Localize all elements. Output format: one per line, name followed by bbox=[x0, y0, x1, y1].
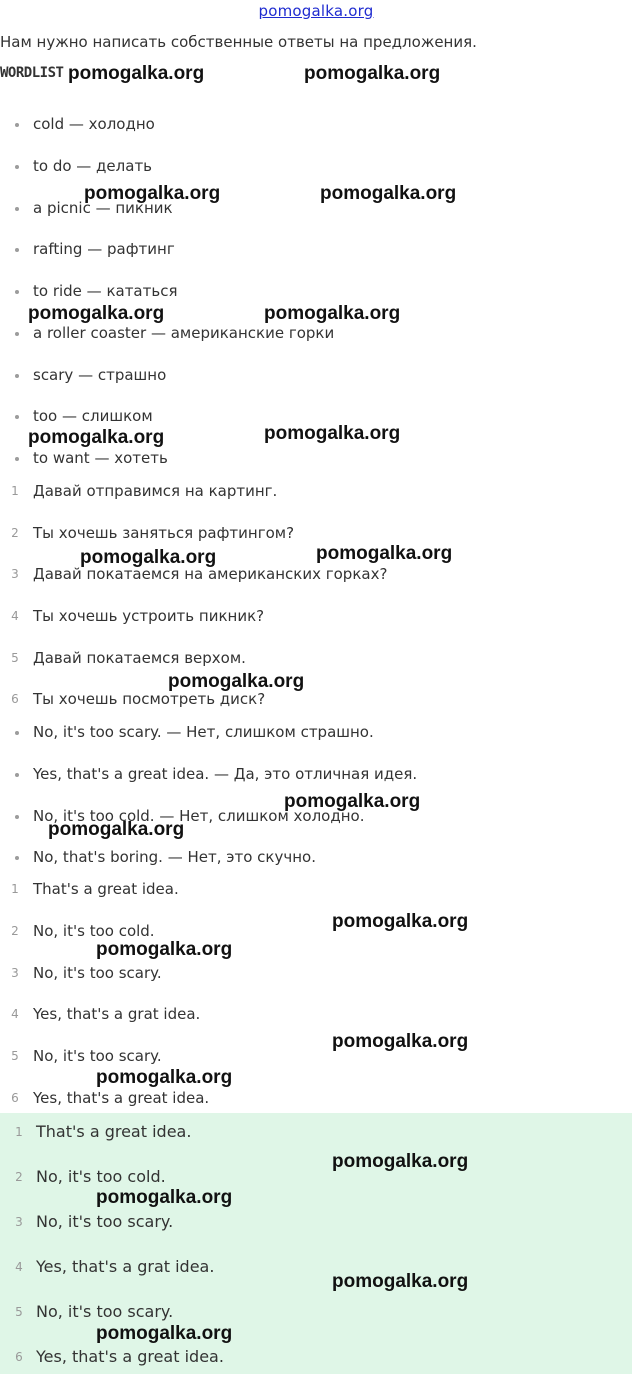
watermark: pomogalka.org bbox=[80, 547, 217, 568]
bullet-icon bbox=[15, 815, 19, 819]
watermark: pomogalka.org bbox=[96, 1323, 233, 1344]
watermark: pomogalka.org bbox=[96, 939, 233, 960]
item-number: 5 bbox=[11, 1049, 19, 1063]
item-number: 1 bbox=[15, 1125, 23, 1139]
watermark: pomogalka.org bbox=[304, 63, 441, 84]
watermark: pomogalka.org bbox=[168, 671, 305, 692]
bullet-icon bbox=[15, 773, 19, 777]
watermark: pomogalka.org bbox=[28, 427, 165, 448]
bullet-icon bbox=[15, 332, 19, 336]
item-number: 4 bbox=[11, 609, 19, 623]
bullet-icon bbox=[15, 290, 19, 294]
watermark: pomogalka.org bbox=[84, 183, 221, 204]
watermark: pomogalka.org bbox=[28, 303, 165, 324]
watermark: pomogalka.org bbox=[332, 1151, 469, 1172]
bullet-icon bbox=[15, 207, 19, 211]
bullet-icon bbox=[15, 856, 19, 860]
item-number: 2 bbox=[11, 924, 19, 938]
intro-text: Нам нужно написать собственные ответы на предложения. bbox=[0, 33, 477, 51]
watermark: pomogalka.org bbox=[332, 1031, 469, 1052]
site-link[interactable]: pomogalka.org bbox=[258, 2, 374, 20]
wordlist-heading: WORDLIST bbox=[0, 65, 64, 81]
bullet-icon bbox=[15, 457, 19, 461]
bullet-icon bbox=[15, 731, 19, 735]
item-number: 4 bbox=[11, 1007, 19, 1021]
final-answer-box: 1 That's a great idea. 2 No, it's too cold. 3 No, it's too scary. 4 Yes, that's a grat idea. 5 No, it's too scary. 6 Yes, that's a great idea. bbox=[0, 1113, 632, 1374]
item-number: 6 bbox=[11, 692, 19, 706]
watermark: pomogalka.org bbox=[264, 303, 401, 324]
item-number: 3 bbox=[11, 966, 19, 980]
item-number: 2 bbox=[15, 1170, 23, 1184]
watermark: pomogalka.org bbox=[316, 543, 453, 564]
bullet-icon bbox=[15, 165, 19, 169]
item-number: 6 bbox=[15, 1350, 23, 1364]
bullet-icon bbox=[15, 248, 19, 252]
item-number: 3 bbox=[15, 1215, 23, 1229]
watermark: pomogalka.org bbox=[332, 911, 469, 932]
item-number: 6 bbox=[11, 1091, 19, 1105]
item-number: 1 bbox=[11, 882, 19, 896]
watermark: pomogalka.org bbox=[264, 423, 401, 444]
watermark: pomogalka.org bbox=[320, 183, 457, 204]
item-number: 5 bbox=[15, 1305, 23, 1319]
item-number: 1 bbox=[11, 484, 19, 498]
bullet-icon bbox=[15, 374, 19, 378]
item-number: 5 bbox=[11, 651, 19, 665]
bullet-icon bbox=[15, 415, 19, 419]
watermark: pomogalka.org bbox=[96, 1187, 233, 1208]
item-number: 3 bbox=[11, 567, 19, 581]
watermark: pomogalka.org bbox=[284, 791, 421, 812]
item-number: 2 bbox=[11, 526, 19, 540]
bullet-icon bbox=[15, 123, 19, 127]
watermark: pomogalka.org bbox=[48, 819, 185, 840]
watermark: pomogalka.org bbox=[96, 1067, 233, 1088]
watermark: pomogalka.org bbox=[68, 63, 205, 84]
watermark: pomogalka.org bbox=[332, 1271, 469, 1292]
item-number: 4 bbox=[15, 1260, 23, 1274]
